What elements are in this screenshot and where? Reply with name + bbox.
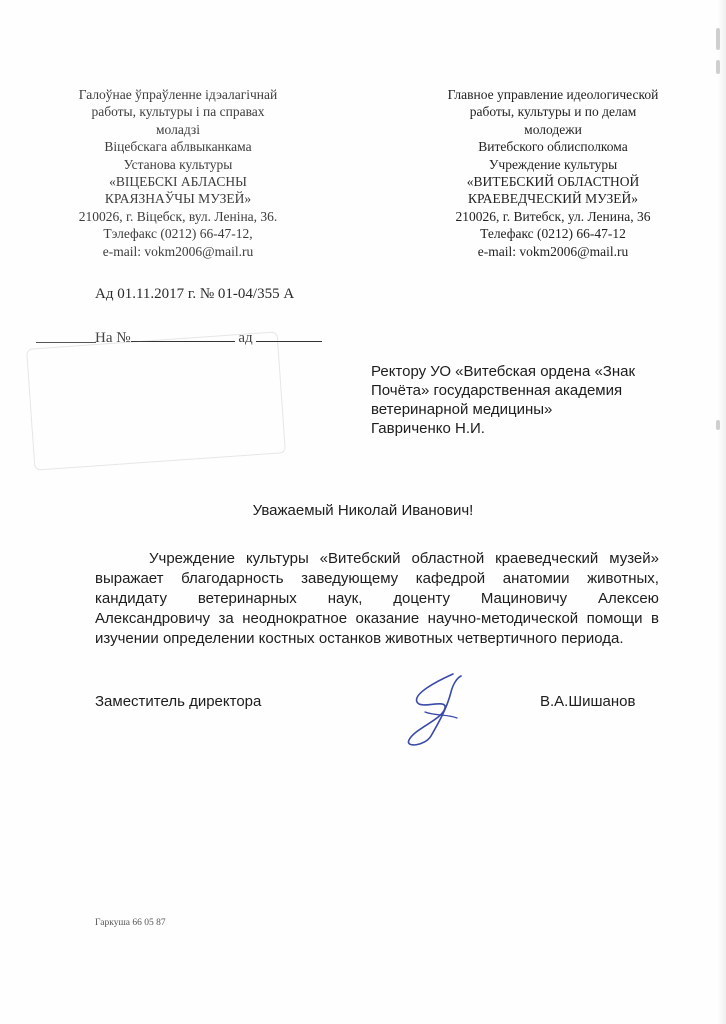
body-line — [95, 609, 659, 629]
letter-body — [95, 549, 659, 649]
body-word: анатомии — [502, 570, 570, 587]
body-word: ветеринарных — [197, 590, 297, 607]
body-word: областной — [411, 550, 485, 567]
header-line: Установа культуры — [123, 156, 233, 172]
recipient-line: Почёта» государственная академия — [371, 382, 623, 399]
body-word: выражает — [95, 570, 164, 587]
body-word: за — [218, 610, 234, 627]
body-word: неоднократное — [242, 610, 348, 627]
header-line: e-mail: vokm2006@mail.ru — [102, 243, 254, 259]
body-word: заведующему — [301, 570, 399, 587]
body-word: животных, — [587, 570, 659, 587]
scan-mark — [716, 28, 720, 50]
header-line: работы, культуры і па справах — [91, 104, 265, 120]
header-line: Телефакс (0212) 66-47-12 — [480, 226, 626, 242]
body-line — [95, 569, 659, 589]
header-line: 210026, г. Віцебск, вул. Леніна, 36. — [78, 208, 278, 224]
outgoing-reference: Ад 01.11.2017 г. № 01-04/355 А — [95, 286, 295, 302]
registration-stamp — [26, 331, 286, 470]
recipient-block — [371, 362, 635, 438]
body-line — [95, 589, 659, 609]
header-line: e-mail: vokm2006@mail.ru — [477, 243, 629, 259]
recipient-line: Гавриченко Н.И. — [371, 420, 485, 437]
header-belarusian — [62, 86, 294, 260]
body-word: Мациновичу — [480, 590, 568, 607]
header-line: «ВИТЕБСКИЙ ОБЛАСТНОЙ — [466, 174, 640, 190]
header-line: «ВІЦЕБСКІ АБЛАСНЫ — [109, 174, 247, 190]
salutation: Уважаемый Николай Иванович! — [252, 502, 474, 519]
body-line — [95, 629, 659, 649]
scan-mark — [716, 420, 720, 430]
signer-title: Заместитель директора — [95, 693, 262, 710]
body-word: оказание — [355, 610, 420, 627]
body-word: наук, — [327, 590, 363, 607]
recipient-line: ветеринарной медицины» — [371, 401, 553, 418]
body-word: музей» — [609, 550, 659, 567]
reply-number-label: На № — [95, 330, 131, 346]
body-line — [95, 549, 659, 569]
signer-name: В.А.Шишанов — [540, 693, 636, 710]
reply-date-label: ад — [238, 330, 253, 346]
header-line: Галоўнае ўпраўленне ідэалагічнай — [78, 87, 278, 102]
header-line: молодежи — [524, 121, 582, 137]
body-word: «Витебский — [319, 550, 401, 567]
header-line: КРАЯЗНАЎЧЫ МУЗЕЙ» — [104, 191, 252, 207]
handwritten-signature — [395, 668, 475, 752]
body-word: Александровичу — [95, 610, 211, 627]
header-line: 210026, г. Витебск, ул. Ленина, 36 — [455, 208, 651, 224]
body-word: культуры — [245, 550, 309, 567]
header-russian — [430, 86, 676, 260]
reply-rule — [36, 342, 96, 343]
header-line: Тэлефакс (0212) 66-47-12, — [103, 226, 253, 242]
header-line: Витебского облисполкома — [478, 139, 628, 155]
header-line: Учреждение культуры — [488, 156, 618, 172]
header-line: Віцебскага аблвыканкама — [104, 139, 252, 155]
body-word: доценту — [393, 590, 450, 607]
recipient-line: Ректору УО «Витебская ордена «Знак — [371, 363, 636, 380]
body-word: в — [650, 610, 659, 627]
header-line: работы, культуры и по делам — [469, 104, 637, 120]
scan-mark — [716, 60, 720, 74]
executor-note: Гаркуша 66 05 87 — [95, 918, 166, 928]
body-word: благодарность — [181, 570, 284, 587]
body-word: Учреждение — [149, 550, 235, 567]
header-line: Главное управление идеологической — [447, 87, 659, 102]
body-word: Алексею — [598, 590, 659, 607]
body-word: краеведческий — [495, 550, 599, 567]
body-word: кандидату — [95, 590, 167, 607]
body-word: научно-методической — [427, 610, 579, 627]
body-word: кафедрой — [415, 570, 486, 587]
body-word: изучении определении костных останков животных четвертичного периода. — [95, 630, 624, 647]
header-line: КРАЕВЕДЧЕСКИЙ МУЗЕЙ» — [467, 191, 639, 207]
header-line: моладзі — [156, 121, 200, 137]
body-word: помощи — [586, 610, 643, 627]
